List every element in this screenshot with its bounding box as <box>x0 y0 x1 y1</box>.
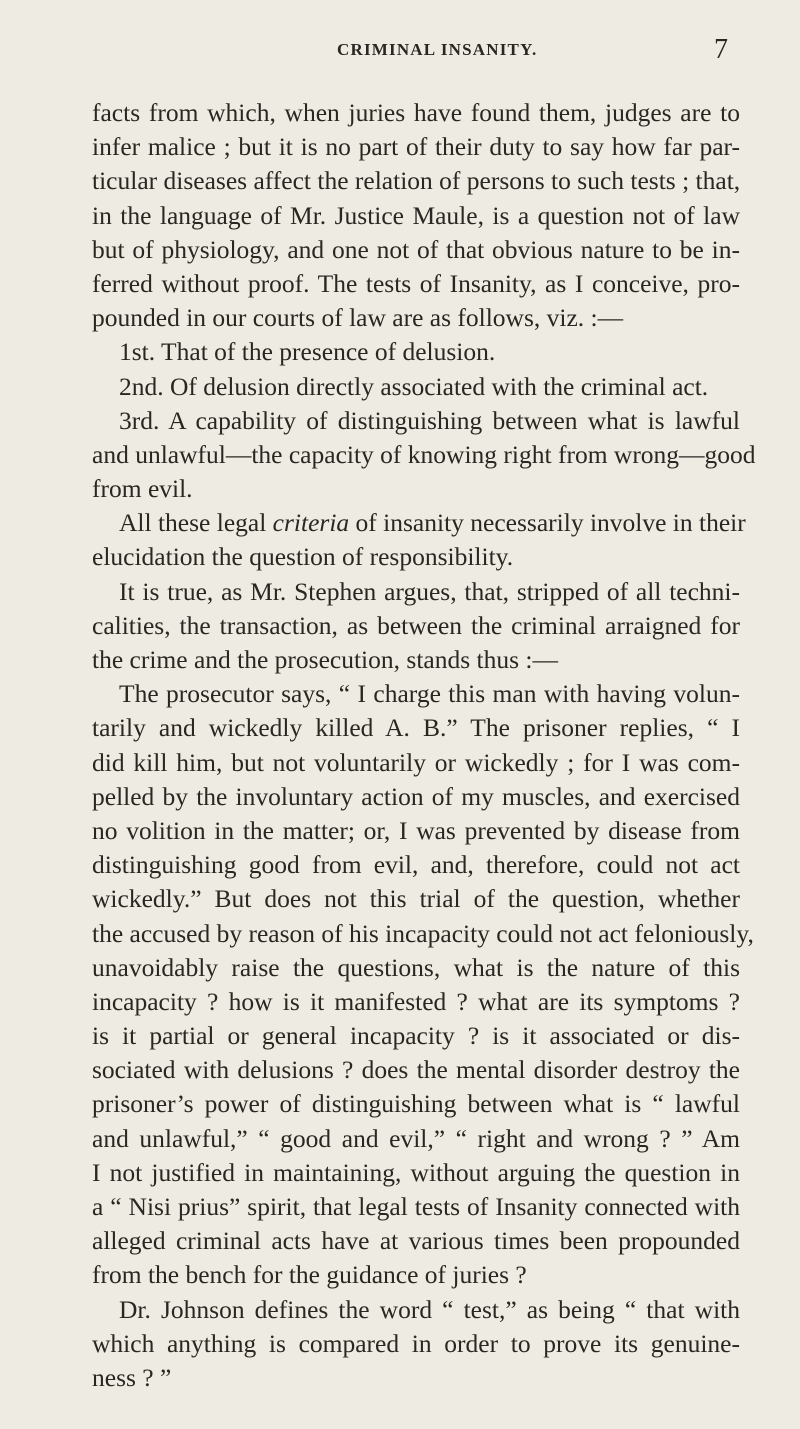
page-number: 7 <box>714 34 728 65</box>
text-line: a “ Nisi prius” spirit, that legal tests of Insanity connected with <box>92 1192 740 1221</box>
text-line: tarily and wickedly killed A. B.” The prisoner replies, “ I <box>92 713 740 743</box>
text-line: distinguishing good from evil, and, therefore, could not act <box>92 850 740 880</box>
text-line: the accused by reason of his incapacity could not act feloniously, <box>92 918 754 948</box>
text-line: pelled by the involuntary action of my muscles, and exercised <box>92 781 740 811</box>
text-line: ness ? ” <box>92 1362 172 1392</box>
text-line: is it partial or general incapacity ? is it associated or dis- <box>92 1021 740 1051</box>
text-line: the crime and the prosecution, stands thus :— <box>92 645 558 674</box>
text-line: 2nd. Of delusion directly associated with the criminal act. <box>119 371 709 401</box>
text-line: no volition in the matter; or, I was prevented by disease from <box>92 815 740 845</box>
text-line: ticular diseases affect the relation of persons to such tests ; that, <box>92 166 741 196</box>
text-line: and unlawful,” “ good and evil,” “ right and wrong ? ” Am <box>92 1123 740 1153</box>
text-line: elucidation the question of responsibility. <box>92 542 514 572</box>
text-line: prisoner’s power of distinguishing between what is “ lawful <box>92 1089 740 1119</box>
text-line: alleged criminal acts have at various times been propounded <box>92 1226 740 1256</box>
text-line: 1st. That of the presence of delusion. <box>119 337 496 367</box>
text-line: I not justified in maintaining, without arguing the question in <box>92 1157 740 1187</box>
text-line: from evil. <box>92 474 193 504</box>
body-text <box>92 96 756 1395</box>
running-title: CRIMINAL INSANITY. <box>337 40 538 59</box>
text-line: did kill him, but not voluntarily or wickedly ; for I was com- <box>92 747 740 777</box>
text-line <box>92 506 746 540</box>
text-segment: of insanity necessarily involve in their <box>349 508 746 538</box>
text-line: but of physiology, and one not of that obvious nature to be in- <box>92 234 740 264</box>
text-line: unavoidably raise the questions, what is the nature of this <box>92 952 740 982</box>
text-line: infer malice ; but it is no part of their duty to say how far par- <box>92 132 740 162</box>
text-line: in the language of Mr. Justice Maule, is a question not of law <box>92 200 740 230</box>
text-line: and unlawful—the capacity of knowing right from wrong—good <box>92 439 756 469</box>
text-line: Dr. Johnson defines the word “ test,” as being “ that with <box>119 1294 740 1324</box>
text-line: calities, the transaction, as between the criminal arraigned for <box>92 610 740 640</box>
text-line: It is true, as Mr. Stephen argues, that, stripped of all techni- <box>119 576 740 606</box>
text-line: ferred without proof. The tests of Insanity, as I conceive, pro- <box>92 268 740 298</box>
page-header <box>0 34 800 74</box>
text-line: facts from which, when juries have found them, judges are to <box>92 98 740 127</box>
text-line: 3rd. A capability of distinguishing between what is lawful <box>119 405 740 435</box>
italic-term: criteria <box>272 508 350 538</box>
text-line: from the bench for the guidance of juries ? <box>92 1260 527 1290</box>
text-line: incapacity ? how is it manifested ? what are its symptoms ? <box>92 986 740 1016</box>
text-segment: All these legal <box>119 508 273 538</box>
text-line: wickedly.” But does not this trial of the question, whether <box>92 884 740 914</box>
text-line: pounded in our courts of law are as follows, viz. :— <box>92 303 624 333</box>
text-line: which anything is compared in order to prove its genuine- <box>92 1328 740 1358</box>
text-line: sociated with delusions ? does the mental disorder destroy the <box>92 1055 740 1085</box>
text-line: The prosecutor says, “ I charge this man with having volun- <box>119 679 740 709</box>
